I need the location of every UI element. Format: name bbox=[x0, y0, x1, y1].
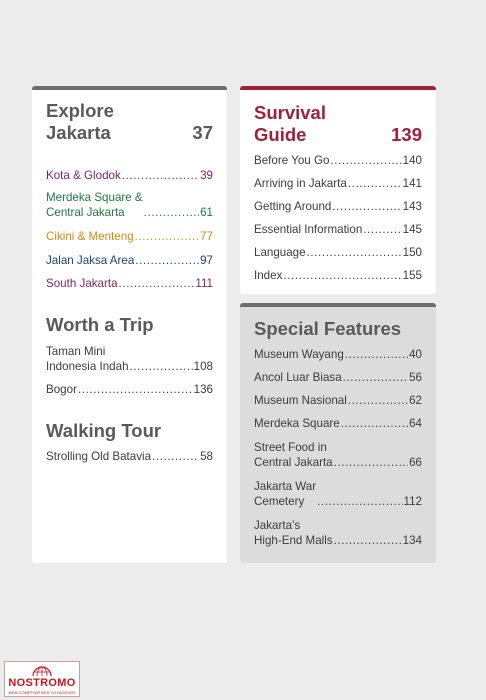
entry-label-line2: Indonesia Indah bbox=[46, 360, 129, 373]
leader-dots bbox=[119, 276, 195, 291]
survival-page: 139 bbox=[391, 124, 422, 145]
explore-heading[interactable] bbox=[46, 100, 213, 144]
special-features-title: Special Features bbox=[254, 318, 402, 339]
entry-page: 62 bbox=[409, 394, 422, 407]
entry-label: Getting Around bbox=[254, 200, 332, 213]
entry-label-line1: Taman Mini bbox=[46, 345, 106, 358]
worth-a-trip-heading bbox=[46, 314, 213, 336]
entry-page: 58 bbox=[200, 450, 213, 463]
entry-page: 112 bbox=[403, 495, 422, 508]
toc-entry-index[interactable] bbox=[254, 268, 422, 283]
toc-entry-high-end-malls[interactable] bbox=[254, 518, 422, 548]
entry-label: Museum Nasional bbox=[254, 394, 347, 407]
leader-dots bbox=[363, 222, 401, 237]
entry-label-line2: Central Jakarta bbox=[46, 206, 125, 219]
entry-page: 145 bbox=[402, 223, 422, 236]
toc-entry-bogor[interactable] bbox=[46, 382, 213, 397]
entry-label: Museum Wayang bbox=[254, 348, 344, 361]
leader-dots bbox=[334, 533, 402, 548]
entry-label-line1: Jakarta War bbox=[254, 480, 317, 493]
worth-a-trip-title: Worth a Trip bbox=[46, 314, 154, 335]
badge-brand: NOSTROMO bbox=[8, 677, 76, 689]
walking-tour-heading bbox=[46, 420, 213, 442]
entry-label: South Jakarta bbox=[46, 277, 118, 290]
toc-entry-kota-glodok[interactable] bbox=[46, 168, 213, 183]
toc-entry-cikini-menteng[interactable] bbox=[46, 229, 213, 244]
entry-label bbox=[254, 440, 333, 470]
entry-label bbox=[46, 190, 143, 220]
entry-label: Arriving in Jakarta bbox=[254, 177, 347, 190]
entry-page: 108 bbox=[193, 360, 213, 373]
explore-title-line2: Jakarta bbox=[46, 122, 111, 143]
toc-entry-war-cemetery[interactable] bbox=[254, 479, 422, 509]
entry-page: 77 bbox=[200, 230, 213, 243]
entry-label-line1: Merdeka Square & bbox=[46, 191, 143, 204]
leader-dots bbox=[283, 268, 401, 283]
nostromo-badge bbox=[4, 661, 80, 697]
toc-entry-taman-mini[interactable] bbox=[46, 344, 213, 374]
leader-dots bbox=[144, 205, 199, 220]
toc-entry-ancol[interactable] bbox=[254, 370, 422, 385]
entry-page: 39 bbox=[200, 169, 213, 182]
entry-label-line1: Jakarta’s bbox=[254, 519, 301, 532]
leader-dots bbox=[345, 347, 408, 362]
leader-dots bbox=[307, 245, 402, 260]
toc-entry-getting-around[interactable] bbox=[254, 199, 422, 214]
toc-entry-merdeka-square[interactable] bbox=[46, 190, 213, 220]
explore-title-line1: Explore bbox=[46, 100, 114, 121]
survival-title-line2: Guide bbox=[254, 124, 307, 145]
walking-tour-title: Walking Tour bbox=[46, 420, 162, 441]
entry-page: 134 bbox=[402, 534, 422, 547]
entry-label: Bogor bbox=[46, 383, 77, 396]
leader-dots bbox=[330, 153, 401, 168]
explore-card bbox=[32, 86, 227, 563]
entry-page: 150 bbox=[402, 246, 422, 259]
entry-page: 155 bbox=[402, 269, 422, 282]
leader-dots bbox=[334, 455, 408, 470]
leader-dots bbox=[135, 229, 199, 244]
entry-label: Index bbox=[254, 269, 283, 282]
leader-dots bbox=[341, 416, 408, 431]
toc-entry-essential-information[interactable] bbox=[254, 222, 422, 237]
toc-entry-arriving[interactable] bbox=[254, 176, 422, 191]
entry-label: Ancol Luar Biasa bbox=[254, 371, 342, 384]
entry-label-line1: Street Food in bbox=[254, 441, 327, 454]
entry-label: Merdeka Square bbox=[254, 417, 340, 430]
entry-label: Essential Information bbox=[254, 223, 363, 236]
entry-label: Cikini & Menteng bbox=[46, 230, 134, 243]
badge-tagline: WEB COMPTOIR DES VOYAGEURS bbox=[8, 690, 76, 695]
entry-page: 61 bbox=[200, 206, 213, 219]
leader-dots bbox=[78, 382, 193, 397]
toc-entry-museum-wayang[interactable] bbox=[254, 347, 422, 362]
entry-label-line2: Central Jakarta bbox=[254, 456, 333, 469]
leader-dots bbox=[348, 393, 408, 408]
leader-dots bbox=[343, 370, 408, 385]
special-features-heading bbox=[254, 318, 422, 340]
globe-icon bbox=[31, 663, 53, 677]
entry-label: Kota & Glodok bbox=[46, 169, 121, 182]
entry-page: 66 bbox=[409, 456, 422, 469]
toc-entry-strolling-old-batavia[interactable] bbox=[46, 449, 213, 464]
entry-label bbox=[254, 479, 316, 509]
entry-page: 40 bbox=[409, 348, 422, 361]
toc-entry-street-food[interactable] bbox=[254, 440, 422, 470]
toc-entry-before-you-go[interactable] bbox=[254, 153, 422, 168]
entry-label: Jalan Jaksa Area bbox=[46, 254, 135, 267]
leader-dots bbox=[152, 449, 199, 464]
survival-title-line1: Survival bbox=[254, 102, 326, 123]
entry-label-line2: High-End Malls bbox=[254, 534, 333, 547]
survival-heading[interactable] bbox=[254, 102, 422, 146]
entry-label bbox=[46, 344, 129, 374]
toc-entry-merdeka-square-feature[interactable] bbox=[254, 416, 422, 431]
leader-dots bbox=[348, 176, 402, 191]
explore-page: 37 bbox=[192, 122, 213, 143]
entry-page: 56 bbox=[409, 371, 422, 384]
leader-dots bbox=[122, 168, 199, 183]
entry-page: 140 bbox=[402, 154, 422, 167]
leader-dots bbox=[317, 494, 402, 509]
leader-dots bbox=[332, 199, 401, 214]
entry-label bbox=[254, 518, 333, 548]
toc-entry-museum-nasional[interactable] bbox=[254, 393, 422, 408]
entry-label: Before You Go bbox=[254, 154, 330, 167]
toc-entry-south-jakarta[interactable] bbox=[46, 276, 213, 291]
entry-label: Language bbox=[254, 246, 306, 259]
entry-page: 97 bbox=[200, 254, 213, 267]
toc-entry-jalan-jaksa[interactable] bbox=[46, 253, 213, 268]
leader-dots bbox=[130, 359, 193, 374]
entry-label: Strolling Old Batavia bbox=[46, 450, 152, 463]
entry-page: 64 bbox=[409, 417, 422, 430]
entry-page: 143 bbox=[402, 200, 422, 213]
entry-page: 136 bbox=[193, 383, 213, 396]
special-features-card bbox=[240, 303, 436, 563]
entry-label-line2: Cemetery bbox=[254, 495, 305, 508]
entry-page: 141 bbox=[402, 177, 422, 190]
survival-guide-card bbox=[240, 86, 436, 294]
leader-dots bbox=[135, 253, 199, 268]
toc-entry-language[interactable] bbox=[254, 245, 422, 260]
entry-page: 111 bbox=[195, 277, 213, 290]
